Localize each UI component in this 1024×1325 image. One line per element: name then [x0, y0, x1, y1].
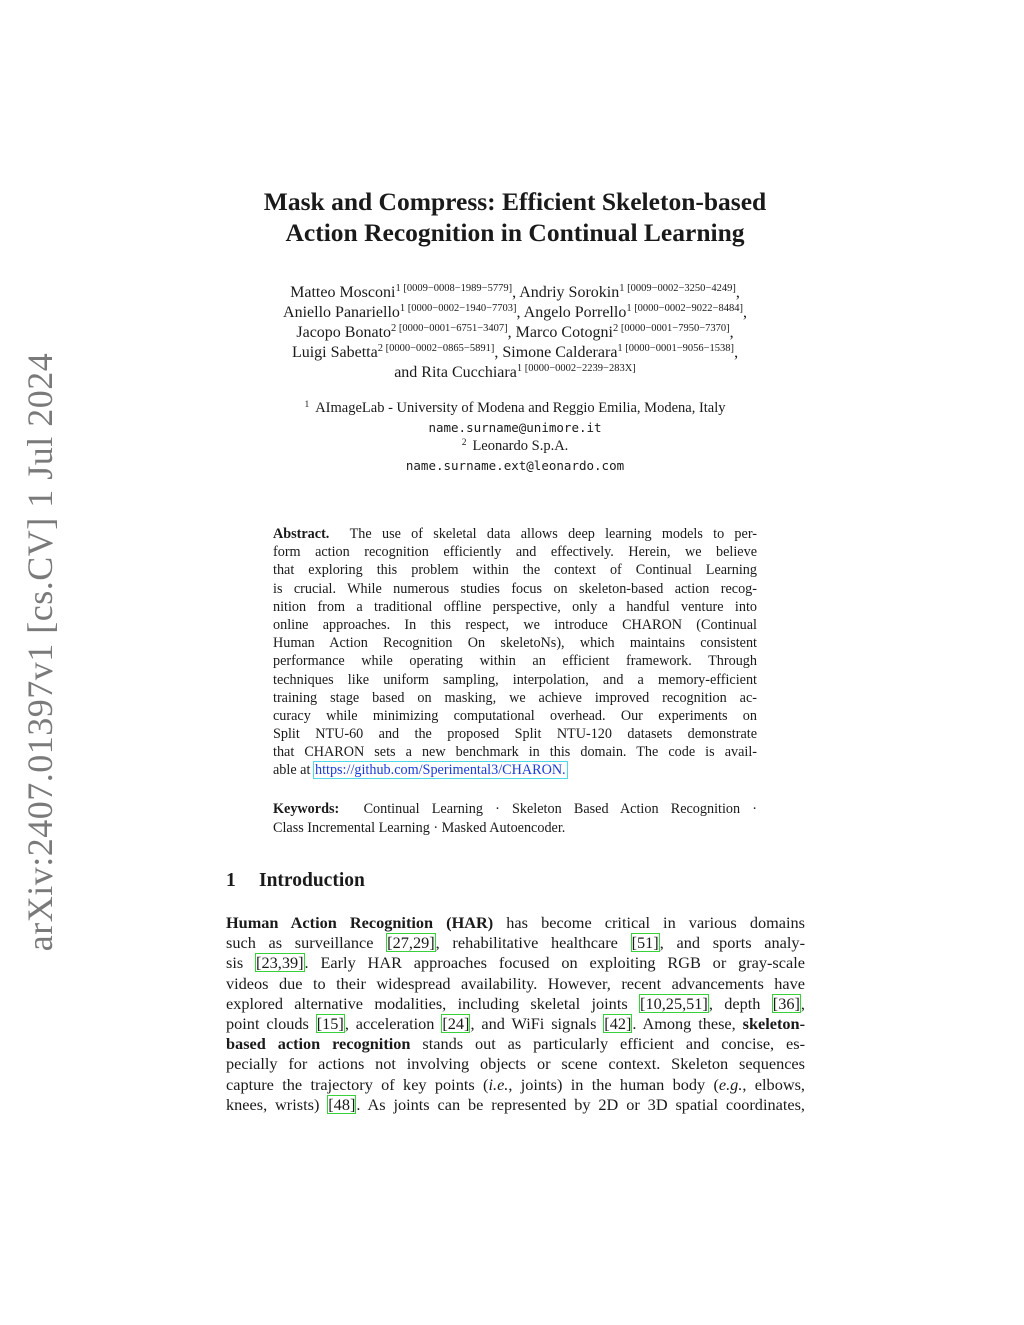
author-line: Luigi Sabetta$^{2 [0000-0002-0865-5891]}$, Simone Calderara$^{1 [0000-0001-9056-1538]}$, [291, 343, 739, 361]
affiliation-1 [190, 399, 840, 418]
affiliation-text: AImageLab - University of Modena and Reggio Emilia, Modena, Italy [315, 400, 726, 416]
author-orcid: 1 [0000−0002−1940−7703] [399, 303, 517, 314]
keywords-line: Keywords: Continual Learning · Skeleton Based Action Recognition · [273, 801, 757, 817]
affiliation-text: Leonardo S.p.A. [472, 438, 569, 454]
author-orcid: 2 [0000−0001−7950−7370] [612, 323, 730, 334]
arxiv-identifier-text: arXiv:2407.01397v1 [cs.CV] 1 Jul 2024 [20, 352, 60, 952]
author-name: and Rita Cucchiara [394, 364, 517, 381]
author-name: , Simone Calderara [494, 344, 618, 361]
abstract-line: is crucial. While numerous studies focus on skeleton-based action recog- [273, 580, 757, 597]
author-name: Luigi Sabetta [291, 344, 378, 361]
author-orcid: 1 [0000−0002−2239−283X] [516, 363, 636, 374]
author-name: , Andriy Sorokin [512, 284, 620, 301]
abstract-line: nition from a traditional offline perspective, only a handful venture into [273, 598, 757, 615]
body-line: knees, wrists) [48]. As joints can be represented by 2D or 3D spatial coordinates, [226, 1094, 805, 1114]
keywords-label: Keywords: [273, 801, 340, 817]
abstract-line: training stage based on masking, we achieve improved recognition ac- [273, 689, 757, 706]
section-heading [226, 870, 365, 892]
author-orcid: 2 [0000−0002−0865−5891] [377, 343, 495, 354]
abstract [273, 525, 757, 780]
author-name: , Marco Cotogni [507, 324, 613, 341]
body-line: pecially for actions not involving objects or scene context. Skeleton sequences [226, 1054, 805, 1074]
email-1: name.surname@unimore.it [428, 420, 602, 435]
section-title: Introduction [259, 870, 365, 891]
citation-link[interactable]: [42] [604, 1013, 632, 1033]
author-name: Matteo Mosconi [290, 284, 396, 301]
abstract-line: techniques like uniform sampling, interpolation, and a memory-efficient [273, 671, 757, 688]
author-line: Aniello Panariello$^{1 [0000-0002-1940-7703]}$, Angelo Porrello$^{1 [0000-0002-9022-8484]}$, [283, 303, 747, 321]
citation-link[interactable]: [51] [631, 933, 659, 953]
citation-link[interactable]: [36] [772, 993, 800, 1013]
author-line: Jacopo Bonato$^{2 [0000-0001-6751-3407]}$, Marco Cotogni$^{2 [0000-0001-7950-7370]}$, [296, 323, 734, 341]
body-line: videos due to their widespread availability. However, recent advancements have [226, 973, 805, 993]
author-name: , Angelo Porrello [516, 304, 627, 321]
author-list [190, 283, 840, 383]
body-line: capture the trajectory of key points (i.e., joints) in the human body (e.g., elbows, [226, 1074, 806, 1094]
abstract-line: that CHARON sets a new benchmark in this domain. The code is avail- [273, 744, 757, 761]
abstract-line: Abstract. The use of skeletal data allows deep learning models to per- [273, 526, 757, 542]
code-repository-link[interactable]: https://github.com/Sperimental3/CHARON. [314, 762, 566, 779]
citation-link[interactable]: [15] [316, 1013, 344, 1033]
body-line: such as surveillance [27,29], rehabilitative healthcare [51], and sports analy- [226, 933, 805, 953]
abstract-line: performance while operating within an efficient framework. Through [273, 653, 757, 670]
author-orcid: 1 [0009−0008−1989−5779] [395, 283, 513, 294]
section-number: 1 [226, 870, 236, 891]
citation-link[interactable]: [23,39] [256, 953, 304, 973]
affiliation-number: 1 [304, 400, 310, 410]
affiliations [190, 399, 840, 475]
author-line: Matteo Mosconi$^{1 [0009-0008-1989-5779]}$, Andriy Sorokin$^{1 [0009-0002-3250-4249]}$, [290, 283, 740, 301]
abstract-line: able at https://github.com/Sperimental3/CHARON. [273, 762, 566, 779]
body-line: based action recognition stands out as particularly efficient and concise, es- [226, 1034, 805, 1054]
citation-link[interactable]: [48] [328, 1094, 356, 1114]
abstract-line: Human Action Recognition On skeletoNs), which maintains consistent [273, 635, 757, 652]
keywords-line: Class Incremental Learning · Masked Autoencoder. [273, 819, 566, 836]
email-2: name.surname.ext@leonardo.com [405, 458, 625, 473]
abstract-line: that exploring this problem within the context of Continual Learning [273, 562, 757, 579]
author-orcid: 1 [0000−0001−9056−1538] [617, 343, 735, 354]
title-line-2: Action Recognition in Continual Learning [285, 218, 745, 247]
author-name: Aniello Panariello [283, 304, 400, 321]
title-line-1: Mask and Compress: Efficient Skeleton-based [263, 187, 767, 216]
abstract-line: form action recognition efficiently and effectively. Herein, we believe [273, 544, 757, 561]
author-line [190, 363, 840, 383]
body-line: Human Action Recognition (HAR) has become critical in various domains [226, 913, 805, 932]
introduction-body [226, 913, 805, 1115]
citation-link[interactable]: [24] [442, 1013, 470, 1033]
abstract-line: curacy while minimizing computational overhead. Our experiments on [273, 707, 757, 724]
abstract-line: Split NTU-60 and the proposed Split NTU-120 datasets demonstrate [273, 726, 757, 743]
affiliation-number: 2 [461, 438, 467, 448]
affiliation-2 [190, 437, 840, 456]
author-orcid: 1 [0000−0002−9022−8484] [626, 303, 743, 314]
arxiv-identifier [2, 352, 78, 952]
abstract-label: Abstract. [273, 526, 330, 542]
author-orcid: 1 [0009−0002−3250−4249] [619, 283, 736, 294]
citation-link[interactable]: [10,25,51] [640, 993, 708, 1013]
paper-title [200, 186, 830, 248]
body-line: point clouds [15], acceleration [24], and WiFi signals [42]. Among these, skeleton- [226, 1013, 806, 1033]
body-line: sis [23,39]. Early HAR approaches focused on exploiting RGB or gray-scale [226, 953, 805, 973]
author-orcid: 2 [0000−0001−6751−3407] [391, 323, 508, 334]
body-line: explored alternative modalities, including skeletal joints [10,25,51], depth [36], [226, 993, 805, 1013]
citation-link[interactable]: [27,29] [387, 933, 435, 953]
keywords [273, 800, 757, 837]
author-name: Jacopo Bonato [296, 324, 392, 341]
abstract-line: online approaches. In this respect, we introduce CHARON (Continual [273, 616, 757, 633]
